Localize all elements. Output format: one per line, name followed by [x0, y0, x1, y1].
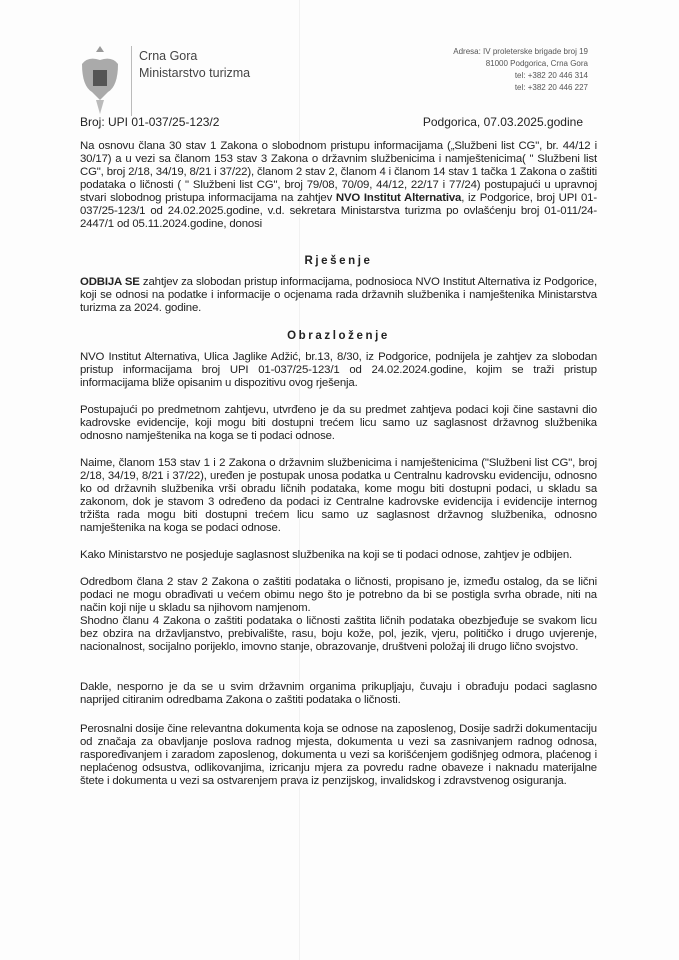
reasoning-paragraph: NVO Institut Alternativa, Ulica Jaglike Adžić, br.13, 8/30, iz Podgorice, podnijela je zahtjev za slobodan pristup informacijama broj UPI 01-037/25-123/1 od 24.02.2024.godine, kojim se traži pristup informacijama bliže opisanim u dispozitivu ovog rješenja.	[80, 351, 597, 389]
reasoning-paragraph: Shodno članu 4 Zakona o zaštiti podataka o ličnosti zaštita ličnih podataka obezbjeđuje se svakom licu bez obzira na državljanstvo, prebivalište, rasu, boju kože, pol, jezik, vjeru, političko i drugo uvjerenje, nacionalnost, socijalno porijeklo, imovno stanje, obrazovanje, društveni položaj ili drugo lično svojstvo.	[80, 615, 597, 653]
applicant-name: NVO Institut Alternativa	[335, 192, 462, 204]
preamble-text: , iz Podgorice, broj UPI 01-037/25-123/1 od 24.02.2025.godine, v.d. sekretara Ministarstva turizma po ovlašćenju broj 01-011/24-2447/1 od 05.11.2024.godine, donosi	[80, 192, 597, 230]
place-date: Podgorica, 07.03.2025.godine	[422, 115, 583, 129]
phone-line: tel: +382 20 446 314	[514, 71, 588, 80]
address-line: Adresa: IV proleterske brigade broj 19	[453, 47, 588, 56]
reasoning-paragraph: Kako Ministarstvo ne posjeduje saglasnost službenika na koji se ti podaci odnose, zahtjev je odbijen.	[80, 549, 573, 561]
reasoning-heading: Obrazloženje	[287, 330, 390, 342]
address-block	[453, 46, 588, 94]
organization-name	[139, 48, 250, 82]
decision-paragraph	[80, 276, 597, 315]
reasoning-paragraph: Odredbom člana 2 stav 2 Zakona o zaštiti podataka o ličnosti, propisano je, između ostalog, da se lični podaci ne mogu obrađivati u većem obimu nego što je potrebno da bi se postigla svrha obrade, niti na način koji nije u skladu sa njihovom namjenom.	[80, 576, 597, 614]
preamble-paragraph	[80, 140, 597, 231]
header-divider	[131, 46, 132, 116]
phone-line: tel: +382 20 446 227	[514, 83, 588, 92]
reasoning-paragraph: Naime, članom 153 stav 1 i 2 Zakona o državnim službenicima i namještenicima ("Službeni list CG", broj 2/18, 34/19, 8/21 i 37/22), uređen je postupak unosa podatka u Centralnu kadrovsku evidenciju, odnosno ko od državnih službenika vrši obradu ličnih podataka, kome mogu biti dostupni podaci, u skladu sa zakonom, dok je stavom 3 određeno da podaci iz Centralne kadrovske evidencija i evidencije internog tržišta rada mogu biti dostupni trećem licu samo uz saglasnost državnog službenika, odnosno namještenika na koga se podaci odnose.	[80, 457, 597, 534]
address-line: 81000 Podgorica, Crna Gora	[485, 59, 588, 68]
decision-heading: Rješenje	[304, 255, 373, 267]
decision-verdict: ODBIJA SE	[80, 276, 140, 288]
ministry-name: Ministarstvo turizma	[139, 66, 251, 80]
document-number: Broj: UPI 01-037/25-123/2	[80, 115, 220, 129]
reasoning-paragraph: Postupajući po predmetnom zahtjevu, utvrđeno je da su predmet zahtjeva podaci koji čine sastavni dio kadrovske evidencije, koji mogu biti dostupni trećem licu samo uz saglasnost državnog službenika odnosno namještenika na koga se ti podaci odnose.	[80, 404, 597, 442]
preamble-text: Na osnovu člana 30 stav 1 Zakona o slobodnom pristupu informacijama („Službeni list CG", br. 44/12 i 30/17) a u vezi sa članom 153 stav 3 Zakona o državnim službenicima i namještenicima( " Službeni list CG", broj 2/18, 34/19, 8/21 i 37/22), članom 2 stav 2, članom 4 i članom 14 stav 1 tačka 1 Zakona o zaštiti podataka o ličnosti ( " Službeni list CG", broj 79/08, 70/09, 44/12, 22/17 i 77/24) postupajući u upravnoj stvari slobodnog pristupa informacijama na zahtjev	[80, 140, 597, 204]
reasoning-paragraph: Perosnalni dosije čine relevantna dokumenta koja se odnose na zaposlenog, Dosije sadrži dokumentaciju od značaja za obavljanje poslova radnog mjesta, dokumenta u vezi sa zasnivanjem radnog odnosa, raspoređivanjem i zaradom zaposlenog, dokumenta u vezi sa korišćenjem godišnjeg odmora, plaćenog i neplaćenog odsustva, odlikovanjima, izricanju mjera za povredu radne obaveze i naknadu materijalne štete i dokumenta u vezi sa ostvarenjem prava iz penzijskog, invalidskog i zdravstvenog osiguranja.	[80, 723, 597, 787]
decision-text: zahtjev za slobodan pristup informacijama, podnosioca NVO Institut Alternativa iz Podgorice, koji se odnosi na podatke i informacije o ocjenama rada državnih službenika i namještenika Ministarstva turizma za 2024. godine.	[80, 276, 598, 314]
coat-of-arms-icon	[78, 42, 122, 118]
country-name: Crna Gora	[139, 49, 198, 63]
reasoning-paragraph: Dakle, nesporno je da se u svim državnim organima prikupljaju, čuvaju i obrađuju podaci saglasno naprijed citiranim odredbama Zakona o zaštiti podataka o ličnosti.	[80, 681, 597, 706]
